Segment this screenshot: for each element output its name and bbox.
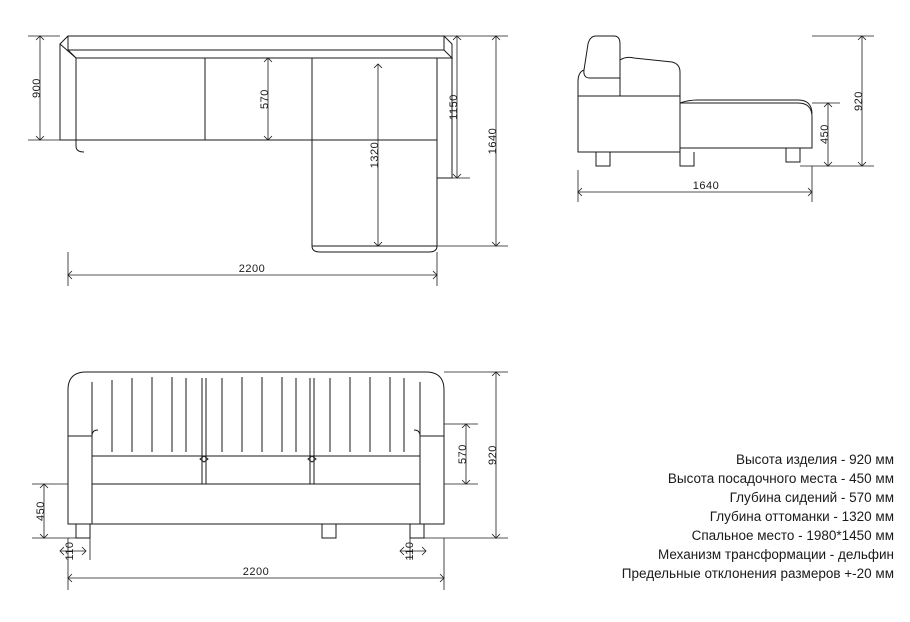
dim-label-front-foot-right-110: 110 — [404, 541, 416, 561]
dim-label-front-height-920: 920 — [487, 445, 499, 465]
spec-item: Механизм трансформации - дельфин — [657, 547, 894, 562]
spec-item: Предельные отклонения размеров +-20 мм — [621, 566, 894, 581]
dim-label-top-seat-570: 570 — [259, 89, 271, 109]
specification-list — [474, 450, 894, 583]
dim-label-top-width-2200: 2200 — [238, 263, 266, 275]
dim-label-top-right-1150: 1150 — [448, 94, 460, 120]
dim-label-side-seat-450: 450 — [819, 124, 831, 144]
dim-label-front-seat-450: 450 — [35, 501, 47, 521]
spec-item: Высота посадочного места - 450 мм — [667, 471, 894, 486]
dim-label-top-left-900: 900 — [31, 78, 43, 98]
spec-item: Глубина оттоманки - 1320 мм — [709, 509, 894, 524]
front-view-dimensions — [32, 372, 508, 590]
dim-label-front-depth-570: 570 — [457, 444, 469, 464]
top-view-sofa-outline — [60, 36, 452, 252]
dim-label-side-height-920: 920 — [853, 91, 865, 111]
dim-label-side-depth-1640: 1640 — [692, 180, 720, 192]
spec-item: Спальное место - 1980*1450 мм — [691, 528, 894, 543]
front-view-sofa-outline — [68, 372, 444, 538]
dim-label-front-foot-left-110: 110 — [64, 541, 76, 561]
dim-label-top-ottoman-1320: 1320 — [369, 141, 381, 169]
dim-label-top-right-1640: 1640 — [487, 127, 499, 155]
spec-item: Высота изделия - 920 мм — [735, 452, 894, 467]
side-view-dimensions — [578, 36, 874, 202]
dim-label-front-width-2200: 2200 — [242, 566, 270, 578]
side-view-sofa-outline — [578, 36, 812, 166]
spec-item: Глубина сидений - 570 мм — [729, 490, 894, 505]
